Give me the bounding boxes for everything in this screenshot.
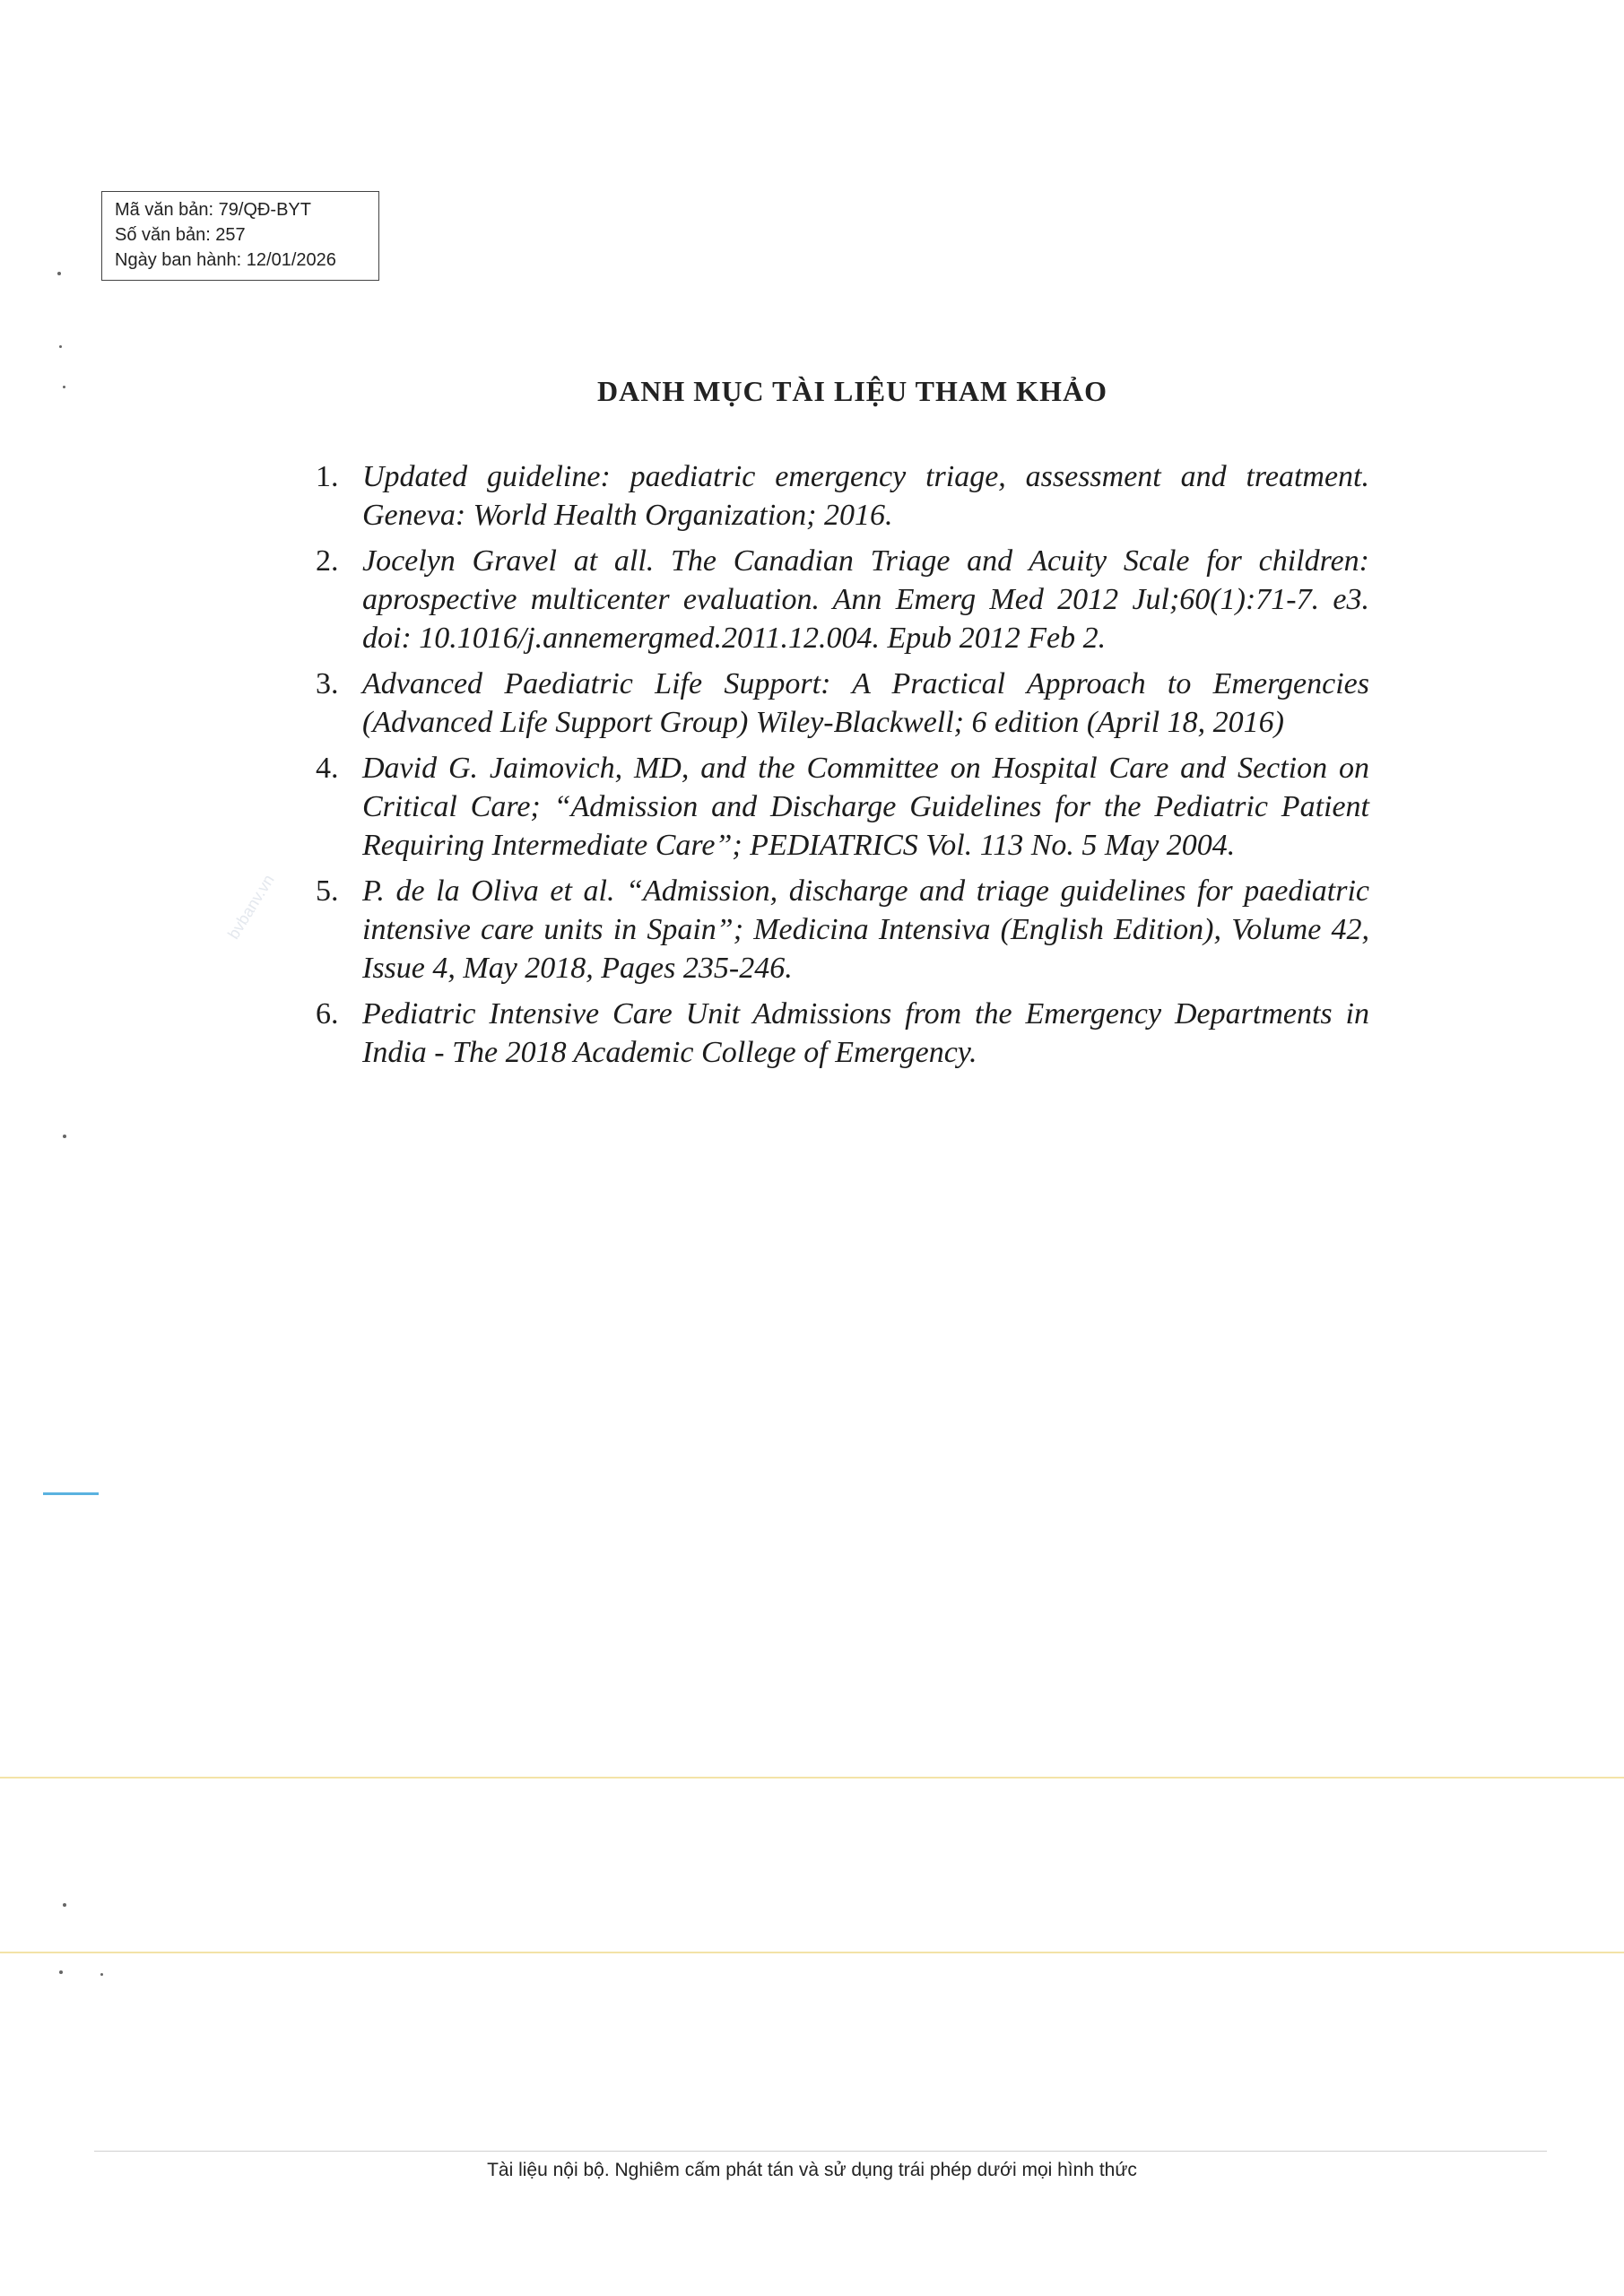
doc-code: Mã văn bản: 79/QĐ-BYT xyxy=(115,200,311,220)
page-title: DANH MỤC TÀI LIỆU THAM KHẢO xyxy=(597,375,1107,407)
reference-item xyxy=(316,457,1369,535)
reference-item xyxy=(316,995,1369,1072)
scan-speck xyxy=(59,345,62,348)
scan-speck xyxy=(57,272,61,275)
scan-speck xyxy=(63,1135,66,1138)
scan-speck xyxy=(59,1970,63,1974)
reference-item xyxy=(316,665,1369,742)
scan-artifact-mark xyxy=(43,1492,99,1495)
reference-number: 4. xyxy=(316,752,339,785)
scan-speck xyxy=(100,1973,103,1976)
issue-date: Ngày ban hành: 12/01/2026 xyxy=(115,250,336,270)
doc-number: Số văn bản: 257 xyxy=(115,225,246,245)
footer-notice: Tài liệu nội bộ. Nghiêm cấm phát tán và sử dụng trái phép dưới mọi hình thức xyxy=(487,2160,1137,2180)
reference-text: Pediatric Intensive Care Unit Admissions from the Emergency Departments in India - The 2018 Academic College of Emergency. xyxy=(362,997,1369,1069)
scan-line xyxy=(0,1777,1624,1779)
reference-number: 1. xyxy=(316,460,339,493)
reference-item xyxy=(316,872,1369,987)
scan-speck xyxy=(63,1903,66,1907)
reference-text: P. de la Oliva et al. “Admission, discharge and triage guidelines for paediatric intensive care units in Spain”; Medicina Intensiva (English Edition), Volume 42, Issue 4, May 2018, Pages 235-246. xyxy=(362,874,1369,985)
scan-speck xyxy=(63,386,65,388)
reference-number: 3. xyxy=(316,667,339,700)
footer-divider xyxy=(94,2151,1547,2152)
reference-number: 2. xyxy=(316,544,339,578)
reference-text: David G. Jaimovich, MD, and the Committee on Hospital Care and Section on Critical Care; “Admission and Discharge Guidelines for the Pediatric Patient Requiring Intermediate Care”; PEDIATRICS Vol. 113 No. 5 May 2004. xyxy=(362,752,1369,862)
reference-text: Updated guideline: paediatric emergency triage, assessment and treatment. Geneva: World Health Organization; 2016. xyxy=(362,460,1369,532)
reference-item xyxy=(316,749,1369,865)
reference-text: Advanced Paediatric Life Support: A Practical Approach to Emergencies (Advanced Life Support Group) Wiley-Blackwell; 6 edition (April 18, 2016) xyxy=(362,667,1369,739)
reference-text: Jocelyn Gravel at all. The Canadian Triage and Acuity Scale for children: aprospective multicenter evaluation. Ann Emerg Med 2012 Jul;60(1):71-7. e3. doi: 10.1016/j.annemergmed.2011.12.004. Epub 2012 Feb 2. xyxy=(362,544,1369,655)
scan-line xyxy=(0,1952,1624,1953)
reference-number: 5. xyxy=(316,874,339,908)
reference-number: 6. xyxy=(316,997,339,1031)
watermark: bvbanv.vn xyxy=(224,871,278,943)
document-metadata-box xyxy=(101,191,379,281)
